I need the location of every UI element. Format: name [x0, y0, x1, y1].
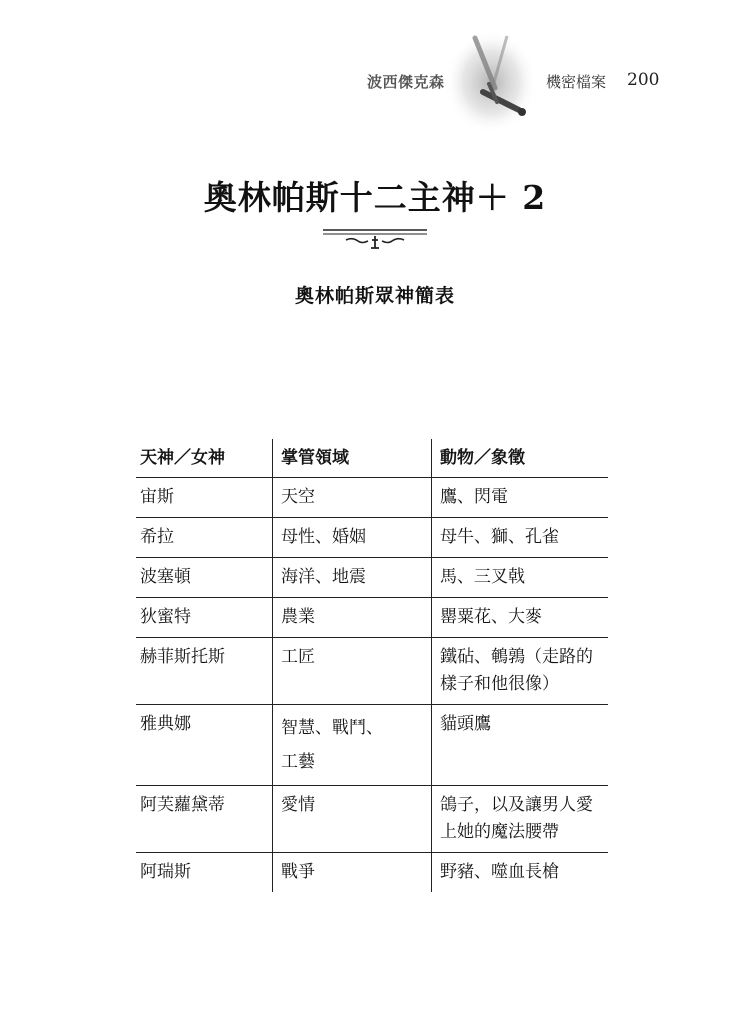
symbol-cell [432, 518, 609, 558]
domain-text: 愛情 [281, 795, 315, 815]
symbol-text: 樣子和他很像） [440, 674, 559, 694]
symbol-text: 鷹、閃電 [440, 487, 508, 507]
symbol-cell [432, 558, 609, 598]
running-header-section: 機密檔案 [546, 73, 607, 91]
domain-text: 戰爭 [281, 862, 315, 882]
domain-cell [273, 518, 432, 558]
symbol-text: 罌粟花、大麥 [440, 607, 542, 627]
god-cell: 波塞頓 [136, 558, 273, 598]
domain-cell [273, 598, 432, 638]
symbol-text: 野豬、噬血長槍 [440, 862, 559, 882]
table-caption: 奧林帕斯眾神簡表 [294, 285, 455, 307]
domain-cell [273, 786, 432, 853]
column-header-domain: 掌管領域 [273, 439, 432, 478]
domain-cell [273, 558, 432, 598]
domain-text: 工藝 [281, 752, 315, 772]
symbol-cell [432, 853, 609, 893]
symbol-cell [432, 786, 609, 853]
page-number: 200 [627, 70, 660, 90]
symbol-text: 馬、三叉戟 [440, 567, 525, 587]
table-row [136, 638, 608, 705]
symbol-cell [432, 478, 609, 518]
domain-text: 工匠 [281, 647, 315, 667]
table-row [136, 518, 608, 558]
domain-text: 海洋、地震 [281, 567, 366, 587]
symbol-cell [432, 705, 609, 786]
god-cell: 宙斯 [136, 478, 273, 518]
title-ornament-icon [320, 227, 430, 253]
domain-cell [273, 853, 432, 893]
domain-text: 智慧、戰鬥、 [281, 718, 383, 738]
symbol-text: 鴿子，以及讓男人愛 [440, 795, 593, 815]
sword-emblem-icon [445, 30, 537, 135]
god-cell: 赫菲斯托斯 [136, 638, 273, 705]
symbol-text: 母牛、獅、孔雀 [440, 527, 559, 547]
symbol-text: 上她的魔法腰帶 [440, 822, 559, 842]
god-cell: 阿瑞斯 [140, 862, 191, 882]
god-cell: 雅典娜 [136, 705, 273, 786]
chapter-title: 奧林帕斯十二主神＋ 2 [203, 178, 547, 217]
table-header-row [136, 439, 608, 478]
domain-text: 母性、婚姻 [281, 527, 366, 547]
god-cell: 阿芙蘿黛蒂 [136, 786, 273, 853]
table-row [136, 786, 608, 853]
symbol-cell [432, 638, 609, 705]
domain-cell [273, 705, 432, 786]
column-header-god: 天神／女神 [136, 439, 273, 478]
domain-cell [273, 638, 432, 705]
running-header-book-title: 波西傑克森 [367, 73, 445, 91]
god-cell: 希拉 [136, 518, 273, 558]
table-row [136, 598, 608, 638]
table-row [136, 853, 608, 893]
table-row [136, 705, 608, 786]
table-row [136, 558, 608, 598]
domain-text: 農業 [281, 607, 315, 627]
domain-cell [273, 478, 432, 518]
symbol-text: 鐵砧、鵪鶉（走路的 [440, 647, 593, 667]
domain-text: 天空 [281, 487, 315, 507]
column-header-symbol: 動物／象徵 [432, 439, 609, 478]
table-row [136, 478, 608, 518]
olympian-gods-table [136, 439, 608, 892]
god-cell: 狄蜜特 [136, 598, 273, 638]
symbol-text: 貓頭鷹 [440, 714, 491, 734]
symbol-cell [432, 598, 609, 638]
